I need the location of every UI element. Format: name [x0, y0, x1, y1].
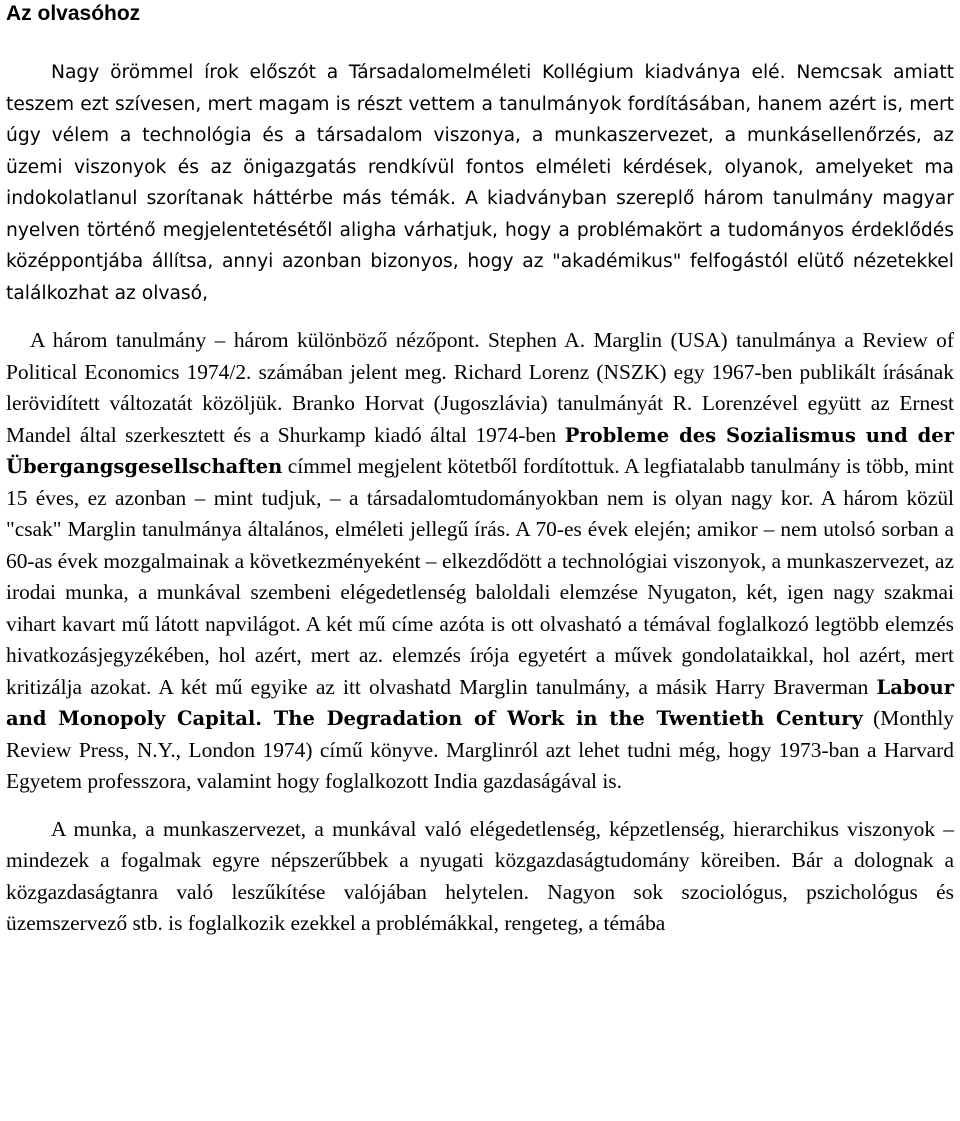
book-title-probleme: Probleme des Sozialismus und der Übergangsgesellschaften	[6, 423, 954, 478]
book-title-labour: Labour and Monopoly Capital. The Degradation of Work in the Twentieth Century	[6, 675, 954, 730]
document-title: Az olvasóhoz	[6, 2, 141, 25]
paragraph-work: A munka, a munkaszervezet, a munkával való elégedetlenség, képzetlenség, hierarchikus viszonyok – mindezek a fogalmak egyre népszerűbbek a nyugati közgazdaságtudomány köreiben. Bár a dolognak a közgazdaságtanra való leszűkítése valójában helytelen. Nagyon sok szociológus, pszichológus és üzemszervező stb. is foglalkozik ezekkel a problémákkal, rengeteg, a témába	[6, 816, 954, 935]
paragraph-studies-text-3: (Monthly Review Press, N.Y., London 1974) című könyve. Marglinról azt lehet tudni még, hogy 1973-ban a Harvard Egyetem professzora, valamint hogy foglalkozott India gazdaságával is.	[6, 706, 954, 793]
paragraph-studies-text-2: címmel megjelent kötetből fordítottuk. A legfiatalabb tanulmány is több, mint 15 éves, ez azonban – mint tudjuk, – a társadalomtudományokban nem is olyan nagy kor. A három közül "csak" Marglin tanulmánya általános, elméleti jellegű írás. A 70-es évek elején; amikor – nem utolsó sorban a 60-as évek mozgalmainak a következményeként – elkezdődött a technológiai viszonyok, a munkaszervezet, az irodai munka, a munkával szembeni elégedetlenség baloldali elemzése Nyugaton, két, igen nagy szakmai vihart kavart mű látott napvilágot. A két mű címe azóta is ott olvasható a témával foglalkozó legtöbb elemzés hivatkozásjegyzékében, hol azért, mert az. elemzés írója egyetért a művek gondolataikkal, hol azért, mert kritizálja azokat. A két mű egyike az itt olvashatd Marglin tanulmány, a másik Harry Braverman	[6, 454, 954, 699]
paragraph-studies-text-1: A három tanulmány – három különböző nézőpont. Stephen A. Marglin (USA) tanulmánya a Review of Political Economics 1974/2. számában jelent meg. Richard Lorenz (NSZK) egy 1967-ben publikált írásának lerövidített változatát közöljük. Branko Horvat (Jugoszlávia) tanulmányát R. Lorenzével együtt az Ernest Mandel által szerkesztett és a Shurkamp kiadó által 1974-ben	[6, 328, 954, 447]
paragraph-intro: Nagy örömmel írok előszót a Társadalomelméleti Kollégium kiadványa elé. Nemcsak amiatt teszem ezt szívesen, mert magam is részt vettem a tanulmányok fordításában, hanem azért is, mert úgy vélem a technológia és a társadalom viszonya, a munkaszervezet, a munkásellenőrzés, az üzemi viszonyok és az önigazgatás rendkívül fontos elméleti kérdések, olyanok, amelyeket ma indokolatlanul szorítanak háttérbe más témák. A kiadványban szereplő három tanulmány magyar nyelven történő megjelentetésétől aligha várhatjuk, hogy a problémakört a tudományos érdeklődés középpontjába állítsa, annyi azonban bizonyos, hogy az "akadémikus" felfogástól elütő nézetekkel találkozhat az olvasó,	[6, 62, 954, 304]
document-page	[6, 0, 954, 940]
paragraph-studies	[6, 325, 954, 798]
